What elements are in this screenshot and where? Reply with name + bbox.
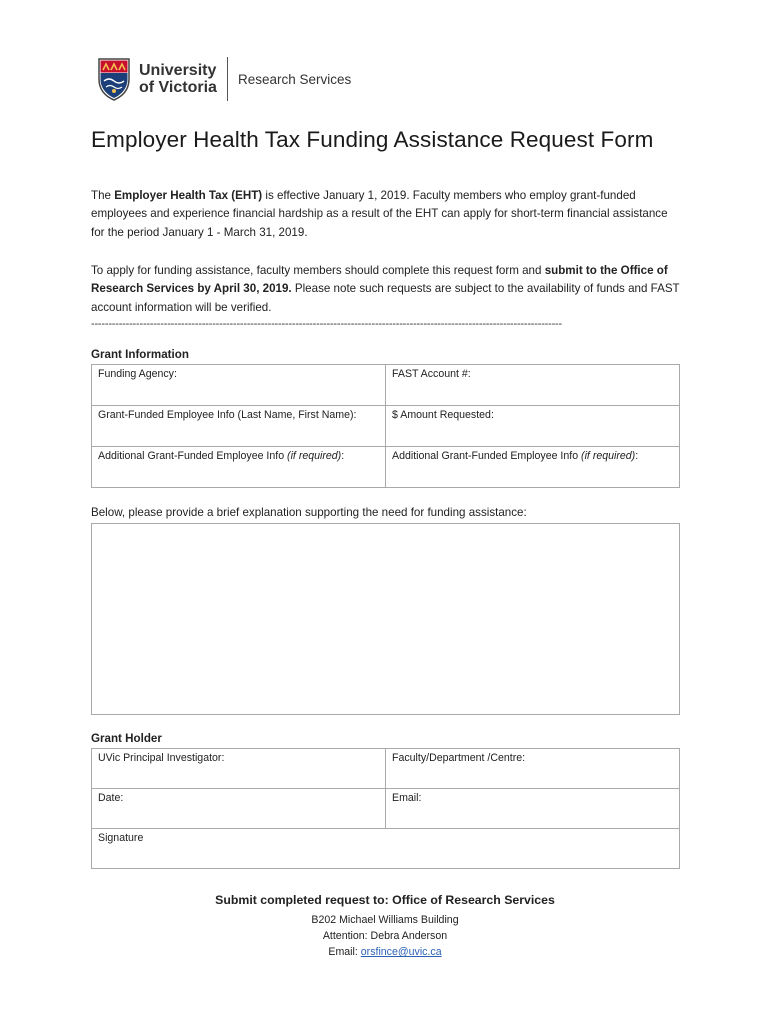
additional-info-italic: (if required): [287, 450, 342, 462]
email-line: [0, 946, 770, 958]
intro-paragraph-1: [91, 187, 681, 242]
additional-info-italic: (if required): [581, 450, 636, 462]
grant-information-label: Grant Information: [91, 348, 189, 361]
university-line1: University: [139, 62, 217, 79]
funding-agency-field[interactable]: [92, 365, 386, 406]
table-row: [92, 789, 680, 829]
table-row: [92, 749, 680, 789]
funding-agency-label: Funding Agency:: [98, 368, 177, 380]
intro-p1-bold: Employer Health Tax (EHT): [114, 189, 263, 202]
intro-p1-text-b: is effective January 1, 2019. Faculty members who employ grant-funded employees and experience financial hardship as a result of the EHT can apply for short-term financial assistance for the period January 1 - March 31, 2019.: [91, 189, 668, 239]
signature-field[interactable]: [92, 829, 680, 869]
uvic-logo: [97, 56, 351, 102]
separator-line: ----------------------------------------------------------------------------------------------------------------------------------------: [91, 318, 562, 330]
intro-p1-text-a: The: [91, 189, 115, 202]
table-row: [92, 365, 680, 406]
faculty-label: Faculty/Department /Centre:: [392, 752, 526, 764]
grant-holder-table: [91, 748, 680, 869]
university-line2: of Victoria: [139, 79, 217, 96]
form-title: Employer Health Tax Funding Assistance Request Form: [91, 127, 654, 152]
additional-employee-info-field-right[interactable]: [386, 447, 680, 488]
additional-info-label-a: Additional Grant-Funded Employee Info: [98, 450, 288, 462]
building-address: B202 Michael Williams Building: [311, 914, 459, 926]
table-row: [92, 447, 680, 488]
intro-p2-text-b: Please note such requests are subject to the availability of funds and FAST account information will be verified.: [91, 282, 680, 314]
email-label: Email:: [392, 792, 422, 804]
table-row: [92, 829, 680, 869]
explanation-label: Below, please provide a brief explanation supporting the need for funding assistance:: [91, 506, 527, 519]
pi-label: UVic Principal Investigator:: [98, 752, 225, 764]
fast-account-field[interactable]: [386, 365, 680, 406]
amount-requested-label: $ Amount Requested:: [392, 409, 494, 421]
university-crest-icon: [97, 57, 131, 101]
date-field[interactable]: [92, 789, 386, 829]
employee-info-field[interactable]: [92, 406, 386, 447]
grant-holder-label: Grant Holder: [91, 732, 162, 745]
grant-information-table: [91, 364, 680, 488]
unit-name: Research Services: [237, 71, 352, 87]
fast-account-label: FAST Account #:: [392, 368, 471, 380]
additional-info-colon: :: [341, 450, 345, 462]
university-name: [139, 62, 217, 96]
employee-info-label: Grant-Funded Employee Info (Last Name, First Name):: [98, 409, 357, 421]
amount-requested-field[interactable]: [386, 406, 680, 447]
signature-label: Signature: [98, 832, 144, 844]
date-label: Date:: [98, 792, 124, 804]
email-line-label: Email:: [328, 946, 361, 958]
intro-paragraph-2: [91, 262, 681, 317]
principal-investigator-field[interactable]: [92, 749, 386, 789]
logo-divider: [227, 57, 228, 101]
intro-p2-bold: submit to the Office of Research Services by April 30, 2019.: [91, 264, 668, 296]
submit-instructions: Submit completed request to: Office of Research Services: [215, 893, 555, 907]
email-field[interactable]: [386, 789, 680, 829]
contact-email-link[interactable]: orsfince@uvic.ca: [360, 946, 442, 958]
additional-employee-info-field-left[interactable]: [92, 447, 386, 488]
intro-p2-text-a: To apply for funding assistance, faculty members should complete this request form and: [91, 264, 545, 277]
additional-info-label-a: Additional Grant-Funded Employee Info: [392, 450, 582, 462]
explanation-textarea[interactable]: [91, 523, 680, 715]
faculty-department-field[interactable]: [386, 749, 680, 789]
additional-info-colon: :: [635, 450, 639, 462]
table-row: [92, 406, 680, 447]
attention-line: Attention: Debra Anderson: [322, 930, 448, 942]
